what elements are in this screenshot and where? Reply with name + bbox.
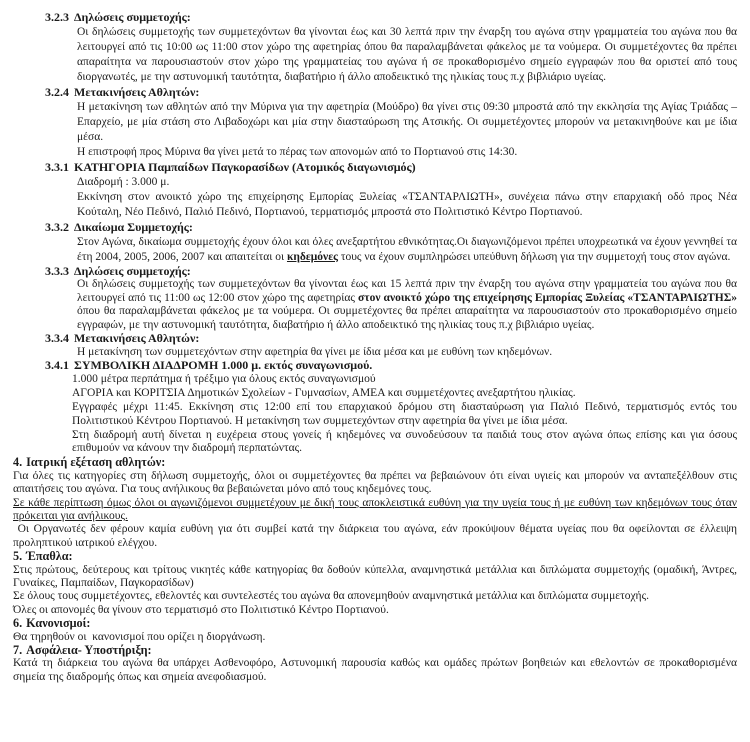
section-heading xyxy=(13,10,737,25)
section-title: ΚΑΤΗΓΟΡΙΑ Παμπαίδων Παγκορασίδων (Ατομικός διαγωνισμός) xyxy=(74,160,416,174)
text-run: Διαδρομή : 3.000 μ. xyxy=(77,176,170,188)
section-heading xyxy=(13,456,737,469)
text-run: τους να έχουν συμπληρώσει υπεύθυνη δήλωση για την συμμετοχή τους στον αγώνα. xyxy=(337,251,731,263)
section-3-3-3 xyxy=(13,265,737,332)
text-run: Όλες οι απονομές θα γίνουν στο τερματισμό στο Πολιτιστικό Κέντρο Πορτιανού. xyxy=(13,603,389,616)
text-run: όπου θα παραλαμβάνεται φάκελος με τα νούμερα. Οι συμμετέχοντες θα πρέπει απαραίτητα να παρουσιαστούν στο προκαθορισμένο σημείο εγγραφών, με την αστυνομική ταυτότητα, διαβατήριο ή άλλο αποδεικτικό της ηλικίας τους π.χ βιβλιάριο υγείας. xyxy=(77,305,737,331)
section-number: 3.3.2 xyxy=(45,220,69,234)
paragraph xyxy=(13,523,737,550)
text-run: στον ανοικτό χώρο της επιχείρησης Εμπορίας Ξυλείας «ΤΣΑΝΤΑΡΛΙΩΤΗΣ» xyxy=(358,291,737,304)
paragraph xyxy=(72,429,737,457)
section-number: 3.3.3 xyxy=(45,264,69,278)
section-heading xyxy=(13,85,737,100)
paragraph xyxy=(13,470,737,497)
text-run: Οι δηλώσεις συμμετοχής των συμμετεχόντων θα γίνονται έως και 30 λεπτά πριν την έναρξη του αγώνα στην γραμματεία του αγώνα που θα λειτουργεί από τις 10:00 ως 11:00 στον χώρο της αφετηρίας όπου θα παραλαμβάνεται φάκελος με τα νούμερα. Οι συμμετέχοντες θα πρέπει απαραίτητα να παρουσιαστούν στον χώρο της γραμματείας του αγώνα ή σε προκαθορισμένο σημείο εγγραφών που θα οριστεί από τους διοργανωτές, με την αστυνομική ταυτότητα, διαβατήριο ή άλλο αποδεικτικό της ηλικίας τους π.χ βιβλιάριο υγείας. xyxy=(77,26,737,83)
text-run: Εκκίνηση στον ανοικτό χώρο της επιχείρησης Εμπορίας Ξυλείας «ΤΣΑΝΤΑΡΛΙΩΤΗ», συνέχεια πάνω στην επαρχιακή οδό προς Νέα Κούταλη, Νέο Πεδινό, Παλιό Πεδινό, Πορτιανού, τερματισμός μπροστά στο Πολιτιστικό Κέντρο Πορτιανού. xyxy=(77,191,737,218)
section-3-2-3 xyxy=(13,10,737,85)
text-run: Στη διαδρομή αυτή δίνεται η ευχέρεια στους γονείς ή κηδεμόνες να συνοδεύσουν τα παιδιά τους στον αγώνα όπως επίσης και για όσους επιθυμούν να κάνουν την διαδρομή περπατώντας. xyxy=(72,428,737,455)
paragraph xyxy=(77,175,737,190)
text-run: Σε όλους τους συμμετέχοντες, εθελοντές και συντελεστές του αγώνα θα απονεμηθούν αναμνηστικά μετάλλια και διπλώματα συμμετοχής. xyxy=(13,590,649,603)
paragraph xyxy=(72,373,737,387)
section-title: Δηλώσεις συμμετοχής: xyxy=(74,10,191,24)
section-number: 5. xyxy=(13,549,23,564)
section-3-4-1 xyxy=(13,359,737,456)
section-heading xyxy=(13,220,737,235)
text-run: Κατά τη διάρκεια του αγώνα θα υπάρχει Ασθενοφόρο, Αστυνομική παρουσία καθώς και ομάδες πρώτων βοηθειών και εθελοντών σε προκαθορισμένα σημεία της διαδρομής όπως και σημεία ανεφοδιασμού. xyxy=(13,657,737,683)
section-7 xyxy=(13,644,737,684)
section-heading xyxy=(13,160,737,175)
section-3-3-4 xyxy=(13,332,737,359)
section-number: 3.3.1 xyxy=(45,160,69,174)
paragraph xyxy=(13,657,737,684)
text-run: Στις πρώτους, δεύτερους και τρίτους νικητές κάθε κατηγορίας θα δοθούν κύπελλα, αναμνηστικά μετάλλια και διπλώματα συμμετοχής (ομαδική, Άντρες, Γυναίκες, Παμπαίδων, Παγκορασίδων) xyxy=(13,563,737,590)
paragraph xyxy=(72,401,737,429)
text-run: Εγγραφές μέχρι 11:45. Εκκίνηση στις 12:00 επί του επαρχιακού δρόμου στη διασταύρωση για Παλιό Πεδινό, τερματισμός εντός του Πολιτιστικού Κέντρου Πορτιανού. Η μετακίνηση των συμμετεχόντων στην αφετηρία θα γίνει με ίδια μέσα. xyxy=(72,400,737,427)
text-run: Θα τηρηθούν οι κανονισμοί που ορίζει η διοργάνωση. xyxy=(13,630,266,643)
paragraph xyxy=(77,278,737,332)
paragraph xyxy=(77,346,737,360)
text-run: Για όλες τις κατηγορίες στη δήλωση συμμετοχής, όλοι οι συμμετέχοντες θα πρέπει να βεβαιώνουν ότι είναι υγιείς και μπορούν να ανταπεξέλθουν στις απαιτήσεις του αγώνα. Για τους ανήλικους θα βεβαιώνεται μόνο από τους κηδεμόνες τους. xyxy=(13,469,737,496)
section-title: Μετακινήσεις Αθλητών: xyxy=(74,85,200,99)
text-run: Στον Αγώνα, δικαίωμα συμμετοχής έχουν όλοι και όλες ανεξαρτήτου εθνικότητας.Οι διαγωνιζόμενοι πρέπει υποχρεωτικά να έχουν γεννηθεί τα έτη 2004, 2005, 2006, 2007 και απαιτείται οι xyxy=(77,236,737,263)
section-number: 6. xyxy=(13,616,23,631)
section-heading xyxy=(13,644,737,657)
section-heading xyxy=(13,617,737,630)
section-number: 7. xyxy=(13,643,23,658)
paragraph xyxy=(77,25,737,85)
section-title: Κανονισμοί: xyxy=(26,616,91,631)
section-title: Ιατρική εξέταση αθλητών: xyxy=(26,455,166,470)
section-heading xyxy=(13,359,737,373)
text-run: Οι Οργανωτές δεν φέρουν καμία ευθύνη για ότι συμβεί κατά την διάρκεια του αγώνα, εάν προκύψουν θέματα υγείας που θα οφείλονται σε έλλειψη προληπτικού ιατρικού ελέγχου. xyxy=(13,523,737,549)
section-number: 3.2.4 xyxy=(45,85,69,99)
section-number: 4. xyxy=(13,455,23,470)
text-run: Η μετακίνηση των αθλητών από την Μύρινα για την αφετηρία (Μούδρο) θα γίνει στις 09:30 μπροστά από την εκκλησία της Αγίας Τριάδας –Επαρχείο, με μία στάση στο Λιβαδοχώρι και μία στην διασταύρωση της Ατσικής. Οι συμμετέχοντες μπορούν να μετακινηθούνε και με ίδια μέσα. xyxy=(77,101,737,143)
text-run: Σε κάθε περίπτωση όμως όλοι οι αγωνιζόμενοι συμμετέχουν με δική τους αποκλειστικά ευθύνη για την υγεία τους ή με ευθύνη των κηδεμόνων τους όταν πρόκειται για ανήλικους. xyxy=(13,496,737,522)
paragraph xyxy=(13,604,737,617)
section-title: Δηλώσεις συμμετοχής: xyxy=(74,264,191,278)
section-heading xyxy=(13,550,737,563)
section-title: Ασφάλεια- Υποστήριξη: xyxy=(26,643,152,658)
section-5 xyxy=(13,550,737,617)
section-3-2-4 xyxy=(13,85,737,160)
paragraph xyxy=(77,100,737,145)
paragraph xyxy=(77,190,737,220)
section-title: ΣΥΜΒΟΛΙΚΗ ΔΙΑΔΡΟΜΗ 1.000 μ. εκτός συναγωνισμού. xyxy=(74,358,373,373)
section-title: Δικαίωμα Συμμετοχής: xyxy=(74,220,193,234)
text-run: Η μετακίνηση των συμμετεχόντων στην αφετηρία θα γίνει με ίδια μέσα και με ευθύνη των κηδεμόνων. xyxy=(77,345,553,358)
section-heading xyxy=(13,265,737,278)
section-3-3-2 xyxy=(13,220,737,265)
paragraph xyxy=(77,145,737,160)
section-title: Μετακινήσεις Αθλητών: xyxy=(74,331,200,346)
text-run: ΑΓΟΡΙΑ και ΚΟΡΙΤΣΙΑ Δημοτικών Σχολείων - Γυμνασίων, ΑΜΕΑ και συμμετέχοντες ανεξαρτήτου ηλικίας. xyxy=(72,386,576,399)
text-run: Η επιστροφή προς Μύρινα θα γίνει μετά το πέρας των απονομών από το Πορτιανού στις 14:30. xyxy=(77,146,518,158)
paragraph xyxy=(13,631,737,644)
text-run: 1.000 μέτρα περπάτημα ή τρέξιμο για όλους εκτός συναγωνισμού xyxy=(72,372,376,385)
section-number: 3.3.4 xyxy=(45,331,69,346)
section-heading xyxy=(13,332,737,346)
section-number: 3.2.3 xyxy=(45,10,69,24)
section-number: 3.4.1 xyxy=(45,358,69,373)
paragraph xyxy=(13,590,737,603)
paragraph xyxy=(13,564,737,591)
section-title: Έπαθλα: xyxy=(26,549,73,564)
section-3-3-1 xyxy=(13,160,737,220)
section-4 xyxy=(13,456,737,550)
text-run: Οι δηλώσεις συμμετοχής των συμμετεχόντων θα γίνονται έως και 15 λεπτά πριν την έναρξη του αγώνα στην γραμματεία του αγώνα που θα λειτουργεί από τις 11:00 ως 12:00 στον χώρο της αφετηρίας xyxy=(77,278,737,304)
paragraph xyxy=(72,387,737,401)
paragraph xyxy=(77,235,737,265)
text-run: κηδεμόνες xyxy=(286,251,338,263)
section-6 xyxy=(13,617,737,644)
paragraph xyxy=(13,497,737,524)
